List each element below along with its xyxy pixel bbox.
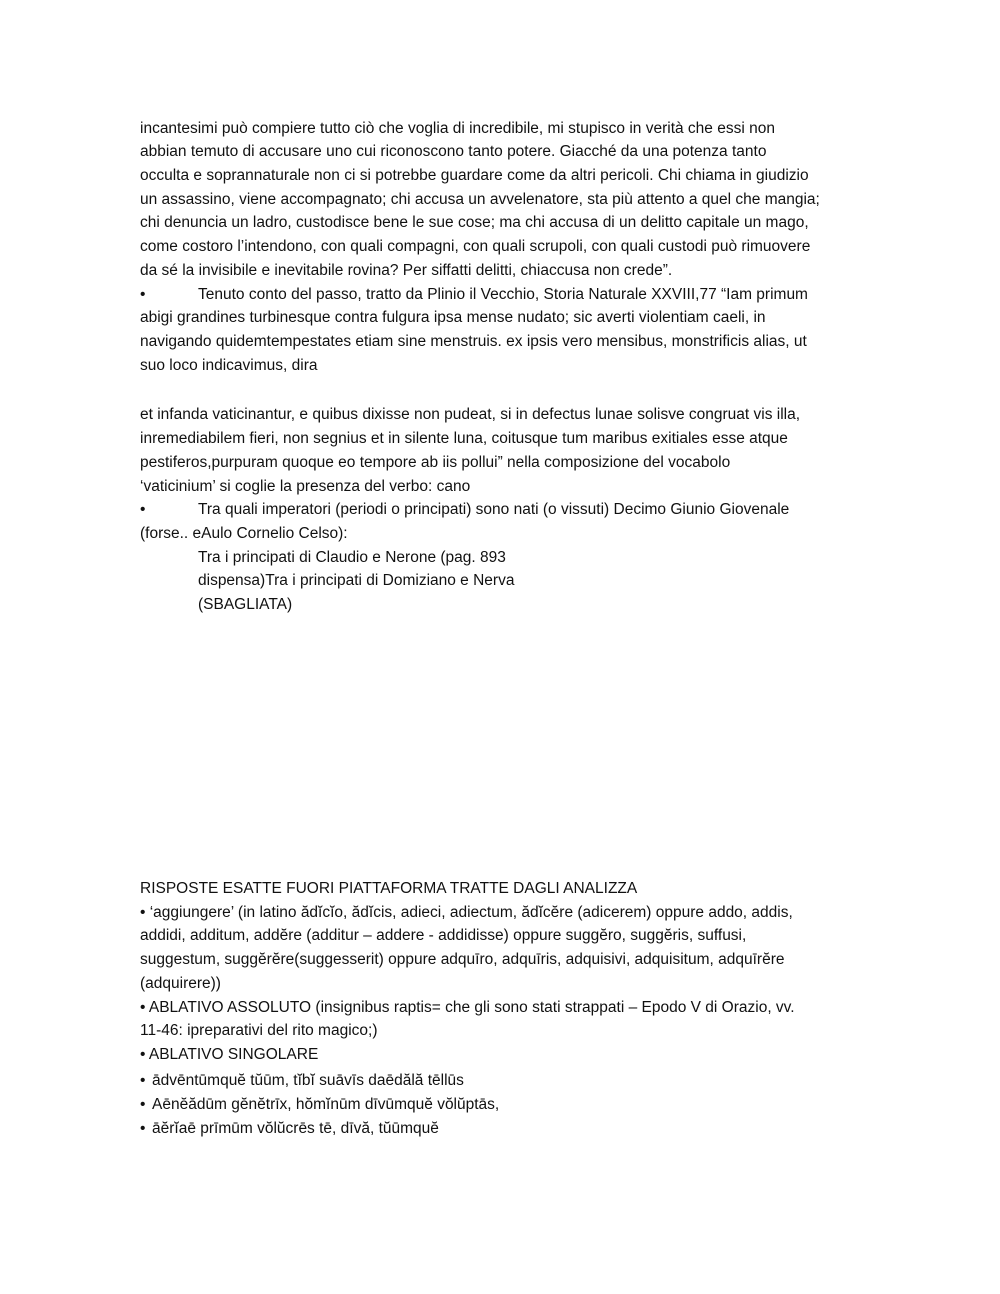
text-line: suo loco indicavimus, dira <box>140 357 318 374</box>
bullet-marker: • <box>140 1072 146 1089</box>
indented-line: Tra i principati di Claudio e Nerone (pag. 893 <box>198 549 506 566</box>
text-line: pestiferos,purpuram quoque eo tempore ab iis pollui” nella composizione del vocabolo <box>140 454 731 471</box>
verse-text: āĕrĭaē prīmūm vŏlŭcrēs tē, dīvă, tŭūmquĕ <box>152 1120 439 1137</box>
text-line: addidi, additum, addĕre (additur – addere - addidisse) oppure suggĕro, suggĕris, suffusi, <box>140 927 747 944</box>
text-line: (forse.. eAulo Cornelio Celso): <box>140 525 348 542</box>
text-line: (adquirere)) <box>140 975 221 992</box>
text-line: occulta e soprannaturale non ci si potrebbe guardare come da altri pericoli. Chi chiama in giudizio <box>140 167 809 184</box>
bullet-text: Tra quali imperatori (periodi o principati) sono nati (o vissuti) Decimo Giunio Giovenale <box>198 501 790 518</box>
text-line: navigando quidemtempestates etiam sine menstruis. ex ipsis vero mensibus, monstrificis alias, ut <box>140 333 807 350</box>
text-line: come costoro l’intendono, con quali compagni, con quali scrupoli, con quali custodi può rimuovere <box>140 238 811 255</box>
indented-line: dispensa)Tra i principati di Domiziano e Nerva <box>198 572 515 589</box>
text-line: abigi grandines turbinesque contra fulgura ipsa mense nudato; sic averti violentiam caeli, in <box>140 309 766 326</box>
text-line: inremediabilem fieri, non segnius et in silente luna, coitusque tum maribus exitiales esse atque <box>140 430 788 447</box>
text-line: • ABLATIVO SINGOLARE <box>140 1046 319 1063</box>
text-line: incantesimi può compiere tutto ciò che voglia di incredibile, mi stupisco in verità che essi non <box>140 120 775 137</box>
text-line: un assassino, viene accompagnato; chi accusa un avvelenatore, sta più attento a quel che mangia; <box>140 191 820 208</box>
text-line: • ‘aggiungere’ (in latino ădĭcĭo, ădĭcis, adieci, adiectum, ădĭcĕre (adicerem) oppure addo, addis, <box>140 904 793 921</box>
text-line: 11-46: ipreparativi del rito magico;) <box>140 1022 378 1039</box>
text-line: • ABLATIVO ASSOLUTO (insignibus raptis= che gli sono stati strappati – Epodo V di Orazio, vv. <box>140 999 795 1016</box>
text-line: ‘vaticinium’ si coglie la presenza del verbo: cano <box>140 478 471 495</box>
text-line: et infanda vaticinantur, e quibus dixisse non pudeat, si in defectus lunae solisve congruat vis illa, <box>140 406 801 423</box>
text-line: da sé la invisibile e inevitabile rovina? Per siffatti delitti, chiaccusa non crede”. <box>140 262 673 279</box>
indented-line: (SBAGLIATA) <box>198 596 293 613</box>
text-line: abbian temuto di accusare uno cui riconoscono tanto potere. Giacché da una potenza tanto <box>140 143 767 160</box>
bullet-marker: • <box>140 286 146 303</box>
bullet-marker: • <box>140 501 146 518</box>
verse-text: Aēnĕădūm gĕnĕtrīx, hŏmĭnūm dīvūmquĕ vŏlŭptās, <box>152 1096 500 1113</box>
verse-text: ādvēntūmquĕ tŭūm, tĭbĭ suāvīs daēdălă tēllūs <box>152 1072 464 1089</box>
bullet-marker: • <box>140 1096 146 1113</box>
text-line: suggestum, suggĕrĕre(suggesserit) oppure adquīro, adquīris, adquisivi, adquisitum, adquīrĕre <box>140 951 785 968</box>
bullet-marker: • <box>140 1120 146 1137</box>
section-heading: RISPOSTE ESATTE FUORI PIATTAFORMA TRATTE DAGLI ANALIZZA <box>140 880 638 897</box>
bullet-text: Tenuto conto del passo, tratto da Plinio il Vecchio, Storia Naturale XXVIII,77 “Iam primum <box>198 286 808 303</box>
text-line: chi denuncia un ladro, custodisce bene le sue cose; ma chi accusa di un delitto capitale un mago, <box>140 214 809 231</box>
